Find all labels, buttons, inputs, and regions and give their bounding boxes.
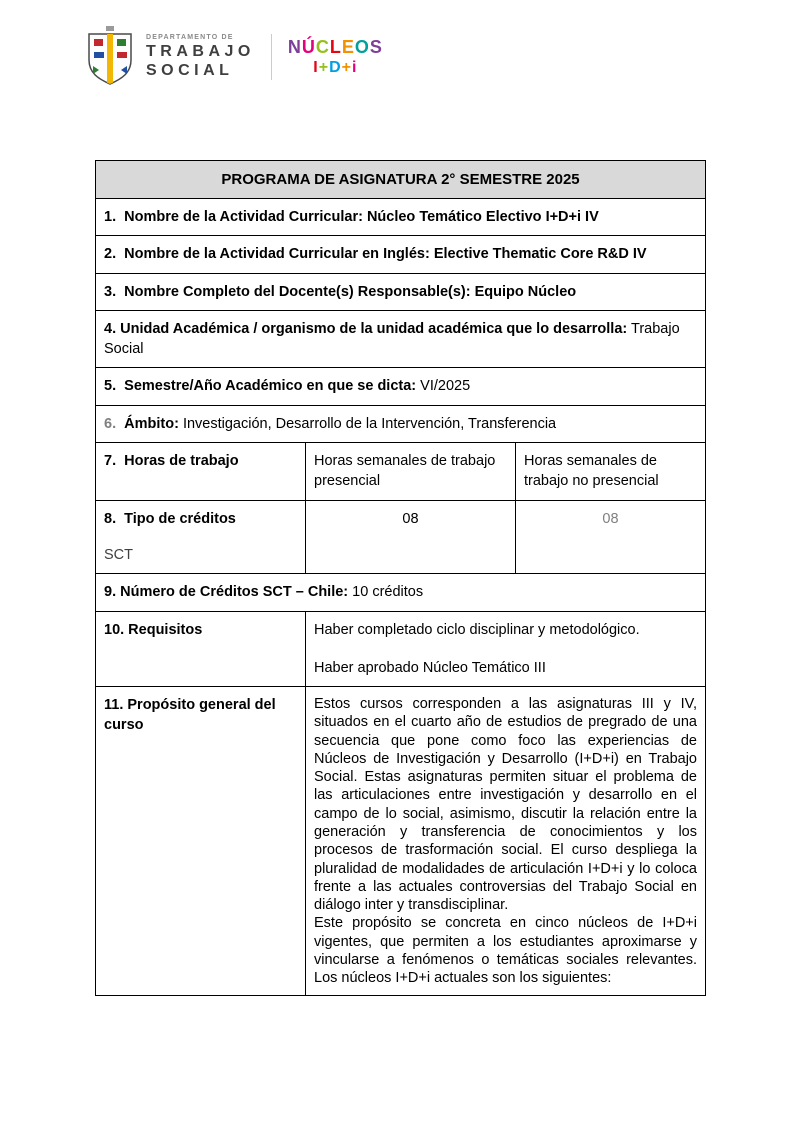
row-4-unidad-academica [96, 310, 706, 368]
row-6-ambito [96, 405, 706, 442]
table-row [96, 687, 706, 996]
row-7-horas-no-presencial: Horas semanales de trabajo no presencial [516, 443, 706, 501]
row-8-sct-label: SCT [104, 546, 133, 563]
table-row [96, 199, 706, 236]
row-6-label: Ámbito: [124, 415, 179, 432]
table-row [96, 273, 706, 310]
department-label-trabajo: TRABAJO [146, 43, 255, 61]
row-10-requisitos-label: 10. Requisitos [96, 611, 306, 687]
table-row [96, 500, 706, 574]
row-6-value: Investigación, Desarrollo de la Intervención, Transferencia [178, 415, 557, 432]
idi-wordmark: I+D+i [313, 59, 358, 76]
department-wordmark [146, 34, 255, 80]
row-9-numero-creditos [96, 574, 706, 611]
row-5-semestre [96, 368, 706, 405]
row-8-creditos-no-presencial: 08 [516, 500, 706, 574]
row-4-value: Trabajo Social [104, 320, 680, 358]
row-11-paragraph-1: Estos cursos corresponden a las asignaturas III y IV, situados en el cuarto año de estudios de pregrado de una secuencia que pone como foco las experiencias de Núcleos de Investigación y Desarrollo (I+D+i) en Trabajo Social. Estas asignaturas permiten situar el problema de las articulaciones entre investigación y desarrollo en el campo de lo social, asimismo, discutir la relación entre la generación y transferencia de conocimientos y los procesos de trasformación social. El curso despliega la pluralidad de modalidades de articulación I+D+i y lo coloca frente a las actuales controversias del Trabajo Social en diálogo inter y transdisciplinar. [314, 696, 697, 914]
row-8-label: 8. Tipo de créditos [104, 510, 236, 527]
row-5-label: 5. Semestre/Año Académico en que se dicta: [104, 378, 417, 395]
logo-divider [271, 34, 272, 80]
row-7-horas-presencial: Horas semanales de trabajo presencial [306, 443, 516, 501]
row-10-requisito-1: Haber completado ciclo disciplinar y metodológico. [314, 621, 640, 638]
row-10-requisitos-value [306, 611, 706, 687]
table-row [96, 443, 706, 501]
row-11-proposito-value [306, 687, 706, 996]
table-row [96, 310, 706, 368]
row-9-value: 10 créditos [348, 584, 424, 601]
row-5-value: VI/2025 [416, 378, 471, 395]
row-9-label: 9. Número de Créditos SCT – Chile: [104, 584, 349, 601]
department-label-social: SOCIAL [146, 61, 234, 79]
row-6-number: 6. [104, 415, 125, 432]
table-row [96, 574, 706, 611]
table-row [96, 161, 706, 199]
table-title: PROGRAMA DE ASIGNATURA 2° SEMESTRE 2025 [96, 161, 706, 199]
row-1-nombre-curricular: 1. Nombre de la Actividad Curricular: Núcleo Temático Electivo I+D+i IV [96, 199, 706, 236]
row-10-requisito-2: Haber aprobado Núcleo Temático III [314, 659, 546, 676]
table-row [96, 405, 706, 442]
row-11-proposito-label: 11. Propósito general del curso [96, 687, 306, 996]
row-3-docente: 3. Nombre Completo del Docente(s) Responsable(s): Equipo Núcleo [96, 273, 706, 310]
row-2-nombre-ingles: 2. Nombre de la Actividad Curricular en Inglés: Elective Thematic Core R&D IV [96, 236, 706, 273]
table-row [96, 611, 706, 687]
nucleos-logo [288, 38, 383, 76]
table-row [96, 236, 706, 273]
row-11-paragraph-2: Este propósito se concreta en cinco núcleos de I+D+i vigentes, que permiten a los estudiantes aproximarse y vincularse a fenómenos o temáticas sociales relevantes. Los núcleos I+D+i actuales son los siguientes: [314, 915, 697, 987]
row-8-tipo-creditos [96, 500, 306, 574]
table-row [96, 368, 706, 405]
row-4-label: 4. Unidad Académica / organismo de la unidad académica que lo desarrolla: [104, 320, 628, 337]
university-crest-icon [86, 26, 134, 88]
logo-header [86, 26, 383, 88]
row-8-creditos-presencial: 08 [306, 500, 516, 574]
row-7-horas-label: 7. Horas de trabajo [96, 443, 306, 501]
program-table [95, 160, 706, 996]
nucleos-wordmark: NÚCLEOS [287, 37, 383, 57]
department-label-small: DEPARTAMENTO DE [146, 34, 234, 42]
